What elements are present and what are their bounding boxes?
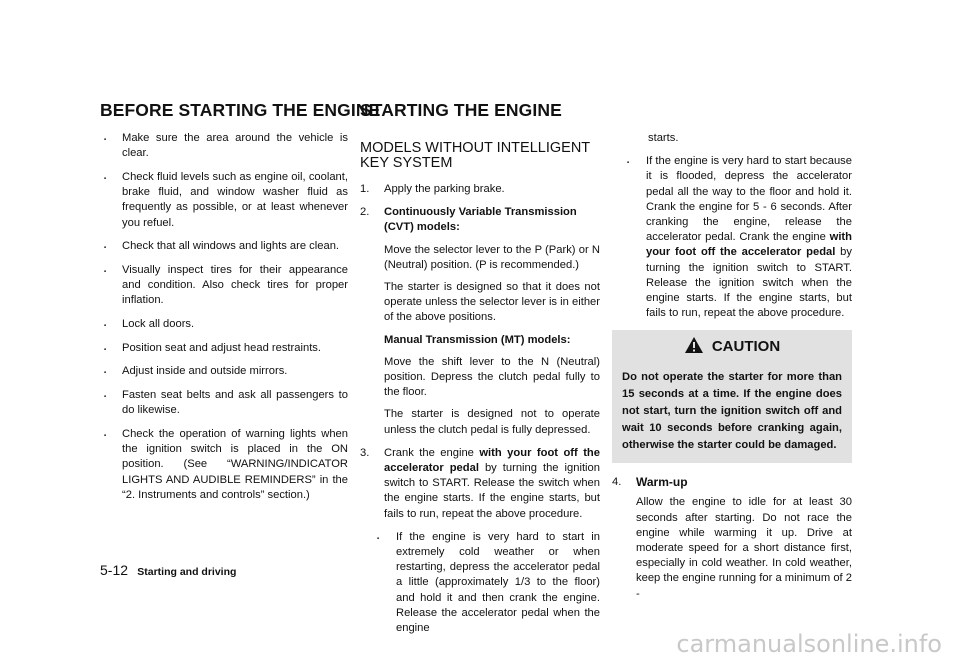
list-item: . Make sure the area around the vehicle is clear. [103, 127, 348, 160]
continued-text: starts. [648, 132, 679, 144]
caution-header [622, 336, 842, 357]
column-3 [612, 131, 852, 610]
step-2: 2. Continuously Variable Transmission (CVT) models: Move the selector lever to the P (Park) or N (Neutral) position. (P is recommended.) The starter is designed so that it does not operate unless the selector lever is in either of the above positions. Manual Transmission (MT) models: Move the shift lever to the N (Neutral) position. Depress the clutch pedal fully to the floor. The starter is designed not to operate unless the clutch pedal is fully depressed. [360, 205, 600, 438]
list-item: . If the engine is very hard to start in extremely cold weather or when restarting, depress the accelerator pedal a little (approximately 1/3 to the floor) and hold it and then crank the engine. Release the accelerator pedal when the engine [376, 525, 600, 635]
step-4: 4. Warm-up Allow the engine to idle for at least 30 seconds after starting. Do not race the engine while warming it up. Drive at moderate speed for a short distance first, especially in cold weather. In cold weather, keep the engine running for a minimum of 2 - [612, 475, 852, 602]
subheading-models-without-intelligent-key: MODELS WITHOUT INTELLIGENT KEY SYSTEM [360, 140, 590, 171]
section-heading-starting: STARTING THE ENGINE [360, 100, 562, 120]
paragraph: Move the selector lever to the P (Park) or N (Neutral) position. (P is recommended.) [384, 243, 600, 271]
list-item: . Check that all windows and lights are clean. [103, 235, 340, 253]
list-item: . Position seat and adjust head restraints. [103, 336, 322, 354]
list-item: . Adjust inside and outside mirrors. [103, 360, 288, 378]
step-1: 1. Apply the parking brake. [360, 183, 505, 195]
warm-up-title: Warm-up [636, 475, 688, 490]
list-item: . Fasten seat belts and ask all passengers to do likewise. [103, 384, 348, 417]
list-item: . If the engine is very hard to start because it is flooded, depress the accelerator pedal all the way to the floor and hold it. Crank the engine for 5 - 6 seconds. After cranking the engine, release the accelerator pedal. Crank the engine with your foot off the accelerator pedal by turning the ignition switch to START. Release the ignition switch when the engine starts. If the engine starts, but fails to run, repeat the above procedure. [626, 150, 852, 320]
paragraph: Allow the engine to idle for at least 30 seconds after starting. Do not race the engine while warming it up. Drive at moderate speed for a short distance first, especially in cold weather. In cold weather, keep the engine running for a minimum of 2 - [636, 496, 852, 600]
warning-triangle-icon [684, 336, 712, 357]
paragraph: Move the shift lever to the N (Neutral) position. Depress the clutch pedal fully to the floor. [384, 355, 600, 399]
footer-section-name: Starting and driving [137, 566, 237, 578]
column-2 [360, 131, 600, 644]
caution-text: Do not operate the starter for more than 15 seconds at a time. If the engine does not start, turn the ignition switch off and wait 10 seconds before cranking again, otherwise the starter could be damaged. [622, 371, 842, 452]
paragraph: The starter is designed so that it does not operate unless the selector lever is in either of the above positions. [384, 281, 600, 324]
mt-title: Manual Transmission (MT) models: [384, 333, 571, 346]
step-3: 3. Crank the engine with your foot off the accelerator pedal by turning the ignition switch to START. Release the switch when the engine starts. If the engine starts, but fails to run, repeat the above procedure. [360, 446, 600, 520]
list-item: . Visually inspect tires for their appearance and condition. Also check tires for proper inflation. [103, 258, 348, 307]
list-item: . Check fluid levels such as engine oil, coolant, brake fluid, and window washer fluid as frequently as possible, or at least whenever you refuel. [103, 165, 348, 229]
column-1 [100, 127, 348, 512]
page-footer [100, 562, 236, 578]
caution-title: CAUTION [711, 337, 781, 355]
caution-box [612, 330, 852, 463]
list-item: . Lock all doors. [103, 313, 195, 331]
paragraph: The starter is designed not to operate unless the clutch pedal is fully depressed. [384, 408, 600, 436]
page-number: 5-12 [100, 562, 129, 578]
list-item: . Check the operation of warning lights when the ignition switch is placed in the ON position. (See “WARNING/INDICATOR LIGHTS AND AUDIBLE REMINDERS” in the “2. Instruments and controls” section.) [103, 423, 348, 501]
cvt-title: Continuously Variable Transmission (CVT) models: [384, 206, 577, 234]
watermark: carmanualsonline.info [676, 630, 942, 658]
section-heading-before-starting: BEFORE STARTING THE ENGINE [100, 100, 381, 120]
